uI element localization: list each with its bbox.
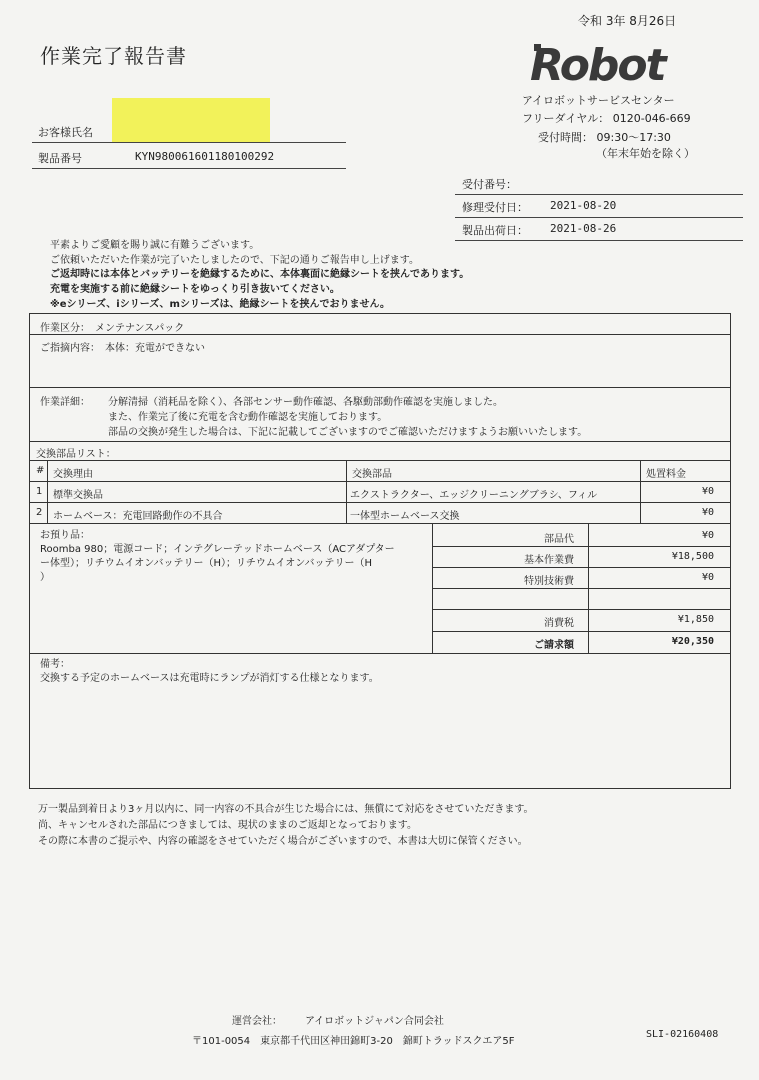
- intro-line: ご依頼いただいた作業が完了いたしましたので、下記の通りご報告申し上げます。: [50, 255, 419, 266]
- divider: [432, 631, 731, 632]
- deposit-line: Roomba 980；電源コード；インテグレーテッドホームベース（ACアダプター: [40, 544, 395, 555]
- work-issue: ご指摘内容： 本体：充電ができない: [40, 343, 205, 354]
- parts-header-part: 交換部品: [352, 469, 392, 480]
- work-detail-line: 分解清掃（消耗品を除く）、各部センサー動作確認、各駆動部動作確認を実施しました。: [108, 397, 503, 408]
- intro-line: 充電を実施する前に絶縁シートをゆっくり引き抜いてください。: [50, 284, 340, 295]
- ship-date-value: 2021-08-26: [550, 222, 617, 235]
- table-row-fee: ¥0: [701, 486, 714, 497]
- fee-total-value: ¥20,350: [671, 636, 714, 647]
- fee-label: 基本作業費: [524, 555, 574, 566]
- divider: [29, 387, 731, 388]
- fee-label: 特別技術費: [524, 576, 574, 587]
- fee-label: 消費税: [544, 618, 574, 629]
- divider: [432, 609, 731, 610]
- divider: [32, 168, 346, 169]
- note-line: その際に本書のご提示や、内容の確認をさせていただく場合がございますので、本書は大切に保管ください。: [38, 836, 528, 847]
- table-row-reason: ホームベース：充電回路動作の不具合: [53, 511, 223, 522]
- divider: [432, 588, 731, 589]
- table-row-reason: 標準交換品: [53, 490, 103, 501]
- company-label: 運営会社：: [232, 1016, 282, 1027]
- customer-name-label: お客様氏名: [38, 126, 93, 139]
- remarks-text: 交換する予定のホームベースは充電時にランプが消灯する仕様となります。: [40, 673, 379, 684]
- divider: [29, 441, 731, 442]
- parts-header-reason: 交換理由: [53, 469, 93, 480]
- divider: [29, 460, 731, 461]
- intro-line: ※eシリーズ、iシリーズ、mシリーズは、絶縁シートを挟んでおりません。: [50, 299, 391, 310]
- parts-header-fee: 処置料金: [646, 469, 686, 480]
- parts-list-label: 交換部品リスト：: [36, 449, 116, 460]
- service-center: アイロボットサービスセンター: [522, 94, 675, 107]
- divider: [432, 567, 731, 568]
- divider: [455, 217, 743, 218]
- divider: [29, 481, 731, 482]
- ship-date-label: 製品出荷日：: [462, 224, 528, 237]
- page-title: 作業完了報告書: [40, 44, 187, 68]
- product-number-label: 製品番号: [38, 152, 82, 165]
- svg-text:Robot: Robot: [530, 40, 665, 86]
- table-row-no: 2: [36, 507, 43, 518]
- fee-value: ¥1,850: [677, 614, 714, 625]
- table-row-part: エクストラクター、エッジクリーニングブラシ、フィル: [350, 490, 598, 501]
- company-address: 〒101-0054 東京都千代田区神田錦町3-20 錦町トラッドスクエア5F: [192, 1036, 515, 1047]
- work-category: 作業区分： メンテナンスパック: [40, 323, 185, 334]
- fee-value: ¥18,500: [671, 551, 714, 562]
- redaction-highlight: [112, 98, 270, 142]
- divider: [29, 502, 731, 503]
- repair-date-value: 2021-08-20: [550, 199, 617, 212]
- document-code: SLI-02160408: [646, 1029, 719, 1040]
- fee-label: 部品代: [544, 534, 574, 545]
- repair-date-label: 修理受付日：: [462, 201, 528, 214]
- divider: [346, 460, 347, 523]
- deposit-label: お預り品：: [40, 530, 90, 541]
- irobot-logo: [530, 38, 712, 89]
- note-line: 万一製品到着日より3ヶ月以内に、同一内容の不具合が生じた場合には、無償にて対応をさせていただきます。: [38, 804, 534, 815]
- fee-value: ¥0: [701, 572, 714, 583]
- table-row-fee: ¥0: [701, 507, 714, 518]
- divider: [29, 334, 731, 335]
- reception-number-label: 受付番号：: [462, 178, 517, 191]
- service-freedial: フリーダイヤル： 0120-046-669: [522, 112, 691, 125]
- divider: [47, 460, 48, 523]
- service-hours: 受付時間： 09:30～17:30: [538, 131, 671, 144]
- divider: [455, 194, 743, 195]
- divider: [29, 523, 731, 524]
- service-holiday: （年末年始を除く）: [596, 147, 695, 160]
- deposit-line: ）: [40, 572, 50, 583]
- fee-value: ¥0: [701, 530, 714, 541]
- table-row-part: 一体型ホームベース交換: [350, 511, 460, 522]
- divider: [29, 653, 731, 654]
- note-line: 尚、キャンセルされた部品につきましては、現状のままのご返却となっております。: [38, 820, 417, 831]
- work-detail-line: 部品の交換が発生した場合は、下記に記載してございますのでご確認いただけますようお願いいたします。: [108, 427, 588, 438]
- divider: [32, 142, 346, 143]
- divider: [455, 240, 743, 241]
- remarks-label: 備考：: [40, 659, 70, 670]
- work-detail-line: また、作業完了後に充電を含む動作確認を実施しております。: [108, 412, 388, 423]
- intro-line: ご返却時には本体とバッテリーを絶縁するために、本体裏面に絶縁シートを挟んであります。: [50, 269, 470, 280]
- table-row-no: 1: [36, 486, 43, 497]
- company-name: アイロボットジャパン合同会社: [305, 1016, 444, 1027]
- parts-header-no: #: [36, 465, 45, 476]
- work-detail-label: 作業詳細：: [40, 397, 90, 408]
- product-number-value: KYN980061601180100292: [135, 150, 275, 163]
- divider: [432, 546, 731, 547]
- intro-line: 平素よりご愛顧を賜り誠に有難うございます。: [50, 240, 260, 251]
- deposit-line: ー体型）；リチウムイオンバッテリー（H）；リチウムイオンバッテリー（H: [40, 558, 373, 569]
- report-date: 令和 3年 8月26日: [578, 14, 677, 28]
- fee-total-label: ご請求額: [534, 640, 574, 651]
